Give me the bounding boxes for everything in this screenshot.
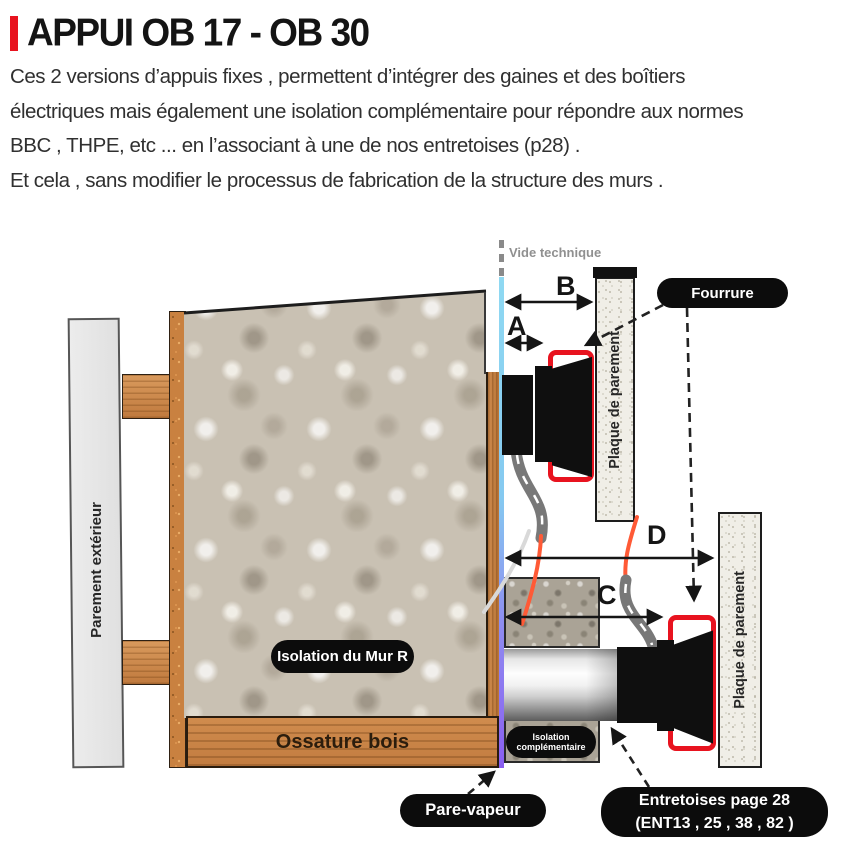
- fourrure-pill: Fourrure: [657, 278, 788, 308]
- isolation-complementaire-pill: Isolation complémentaire: [506, 726, 596, 758]
- plaque-parement-label-lower: Plaque de parement: [732, 571, 748, 709]
- dimension-label-c: C: [597, 580, 616, 610]
- intro-line: électriques mais également une isolation complémentaire pour répondre aux normes: [10, 99, 744, 123]
- isolation-mur-pill: Isolation du Mur R: [271, 640, 414, 673]
- dimension-label-b: B: [556, 271, 575, 301]
- vide-technique-label: Vide technique: [509, 245, 602, 260]
- parement-exterieur-label: Parement extérieur: [87, 502, 105, 638]
- leader-pare-vapeur: [468, 772, 494, 794]
- entretoises-pill: Entretoises page 28 (ENT13 , 25 , 38 , 82 ): [601, 787, 828, 837]
- page-title: APPUI OB 17 - OB 30: [27, 11, 369, 54]
- pare-vapeur-pill: Pare-vapeur: [400, 794, 546, 827]
- intro-line: BBC , THPE, etc ... en l’associant à une de nos entretoises (p28) .: [10, 134, 580, 157]
- dimension-label-d: D: [647, 520, 666, 550]
- ossature-bois-label: Ossature bois: [275, 730, 410, 753]
- leader-fourrure-lower: [687, 308, 694, 600]
- dimension-label-a: A: [507, 311, 526, 341]
- intro-line: Et cela , sans modifier le processus de fabrication de la structure des murs .: [10, 168, 664, 192]
- leader-entretoises: [612, 729, 649, 787]
- plaque-parement-label-upper: Plaque de parement: [607, 331, 623, 469]
- intro-line: Ces 2 versions d’appuis fixes , permettent d’intégrer des gaines et des boîtiers: [10, 65, 686, 88]
- insulation-top-border: [184, 291, 486, 313]
